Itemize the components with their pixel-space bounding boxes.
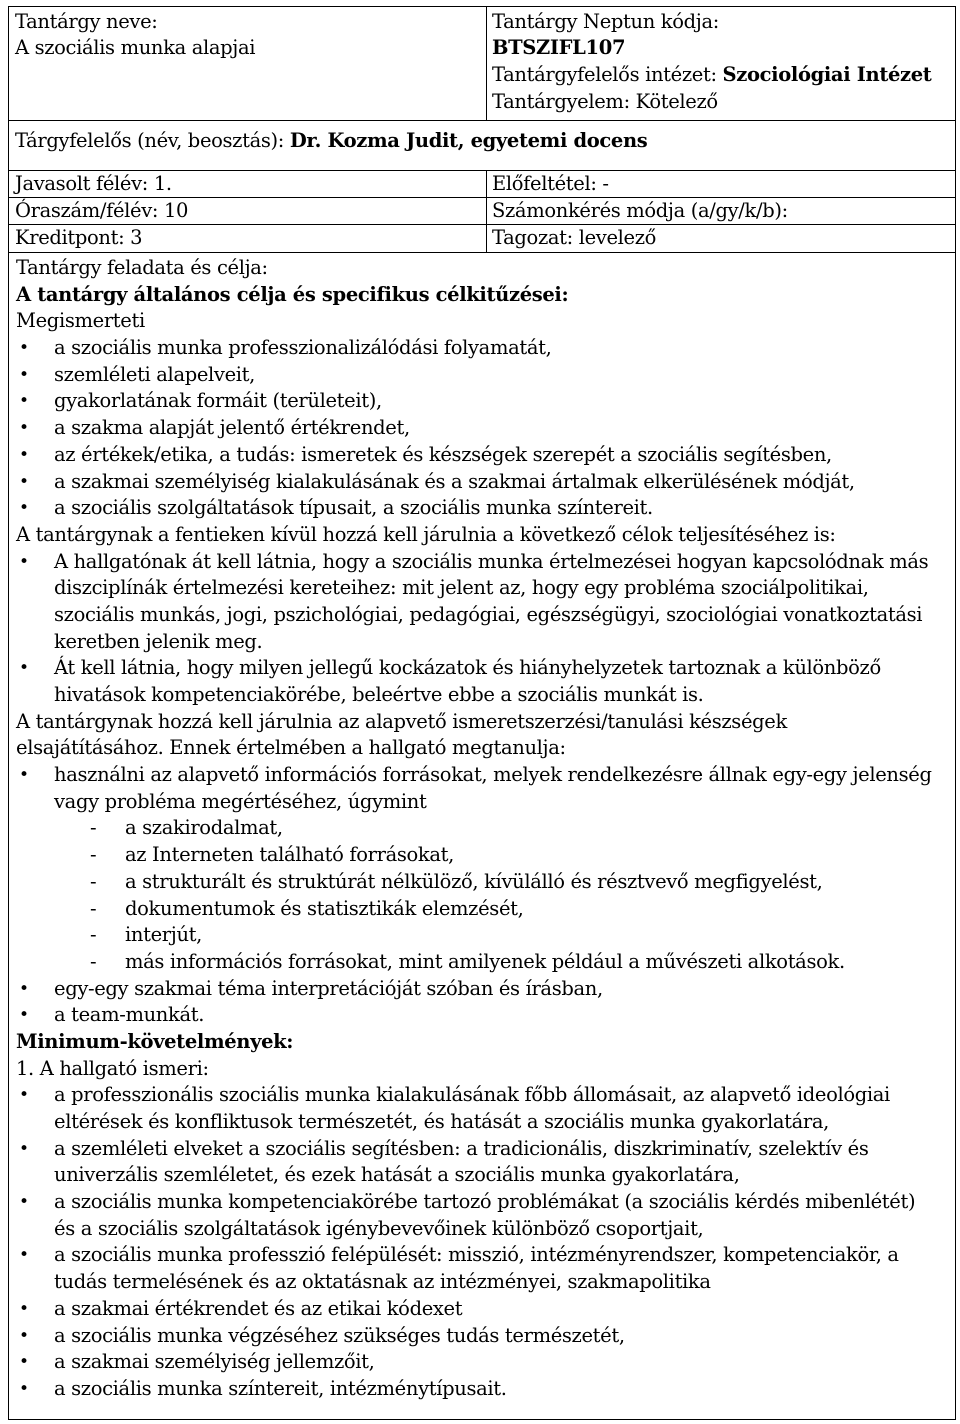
- element-value: Kötelező: [635, 90, 718, 113]
- semester: Javasolt félév: 1.: [15, 172, 172, 195]
- dash-item: - interjút,: [16, 922, 950, 949]
- list-item-continuation: keretben jelenik meg.: [54, 629, 263, 653]
- dash-item: - más információs forrásokat, mint amilyenek például a művészeti alkotások.: [16, 949, 950, 976]
- list-item-continuation: és a szociális szolgáltatások igénybevevőinek különböző csoportjait,: [54, 1216, 704, 1240]
- list-item: • a szakmai személyiség jellemzőit,: [16, 1349, 950, 1376]
- list-item: • a szakmai személyiség kialakulásának és a szakmai ártalmak elkerülésének módját,: [16, 469, 950, 496]
- list-item: • a szociális szolgáltatások típusait, a szociális munka színtereit.: [16, 495, 950, 522]
- list-item: • egy-egy szakmai téma interpretációját szóban és írásban,: [16, 976, 950, 1003]
- list-item: • A hallgatónak át kell látnia, hogy a szociális munka értelmezései hogyan kapcsolódnak más: [16, 549, 950, 576]
- list-item: • gyakorlatának formáit (területeit),: [16, 388, 950, 415]
- list-item: • a szociális munka professzió felépülését: misszió, intézményrendszer, kompetenciakör, a: [16, 1242, 950, 1269]
- list-item: • az értékek/etika, a tudás: ismeretek és készségek szerepét a szociális segítésben,: [16, 442, 950, 469]
- dash-item: - a strukturált és struktúrát nélkülöző, kívülálló és résztvevő megfigyelést,: [16, 869, 950, 896]
- study-mode: Tagozat: levelező: [492, 226, 657, 249]
- neptun-code: BTSZIFL107: [492, 36, 626, 59]
- subject-name: A szociális munka alapjai: [15, 36, 256, 59]
- list-item-continuation: diszciplínák értelmezési kereteihez: mit jelent az, hogy egy probléma szociálpolitikai,: [54, 576, 869, 600]
- list-item: • a professzionális szociális munka kialakulásának főbb állomásait, az alapvető ideológiai: [16, 1082, 950, 1109]
- paragraph: A tantárgynak hozzá kell járulnia az alapvető ismeretszerzési/tanulási készségek: [16, 709, 787, 733]
- institute-line: [492, 62, 931, 89]
- info-divider: [486, 171, 487, 253]
- hours: Óraszám/félév: 10: [15, 199, 189, 222]
- dash-item: - a szakirodalmat,: [16, 815, 950, 842]
- goals-intro: Megismerteti: [16, 309, 145, 333]
- goals-heading: A tantárgy általános célja és specifikus célkitűzései:: [16, 282, 569, 306]
- subject-name-label: Tantárgy neve:: [15, 10, 158, 33]
- dash-item: - az Interneten található forrásokat,: [16, 842, 950, 869]
- list-item: • a szakma alapját jelentő értékrendet,: [16, 415, 950, 442]
- list-item: • a szociális munka végzéséhez szükséges tudás természetét,: [16, 1323, 950, 1350]
- list-item-continuation: szociális munkás, jogi, pszichológiai, pedagógiai, egészségügyi, szociológiai vonatkoztatási: [54, 602, 923, 626]
- list-item-continuation: univerzális szemléletet, és ezek hatását a szociális munka gyakorlatára,: [54, 1163, 740, 1187]
- responsible-label: Tárgyfelelős (név, beosztás):: [15, 129, 285, 152]
- list-item: • szemléleti alapelveit,: [16, 362, 950, 389]
- dash-item: - dokumentumok és statisztikák elemzését,: [16, 896, 950, 923]
- paragraph: elsajátításához. Ennek értelmében a hallgató megtanulja:: [16, 736, 566, 760]
- min-intro: 1. A hallgató ismeri:: [16, 1056, 209, 1080]
- credits: Kreditpont: 3: [15, 226, 143, 249]
- neptun-label: Tantárgy Neptun kódja:: [492, 10, 719, 33]
- list-item-continuation: eltérések és konfliktusok természetét, és hatását a szociális munka gyakorlatára,: [54, 1110, 829, 1133]
- list-item: • a szociális munka színtereit, intézménytípusait.: [16, 1376, 950, 1403]
- prerequisite: Előfeltétel: -: [492, 172, 609, 195]
- header-divider: [486, 7, 487, 121]
- min-requirements-heading: Minimum-követelmények:: [16, 1029, 294, 1053]
- list-item: • Át kell látnia, hogy milyen jellegű kockázatok és hiányhelyzetek tartoznak a különböző: [16, 655, 950, 682]
- list-item-continuation: vagy probléma megértéséhez, úgymint: [54, 789, 427, 813]
- list-item: • a szemléleti elveket a szociális segítésben: a tradicionális, diszkriminatív, szelektív és: [16, 1136, 950, 1163]
- info-row-3: [9, 225, 955, 253]
- course-description: [16, 255, 950, 1403]
- exam-method: Számonkérés módja (a/gy/k/b):: [492, 199, 788, 222]
- element-label: Tantárgyelem:: [492, 90, 630, 113]
- list-item-continuation: tudás termelésének és az oktatásnak az intézményei, szakmapolitika: [54, 1270, 711, 1294]
- list-item: • a szociális munka professzionalizálódási folyamatát,: [16, 335, 950, 362]
- task-label: Tantárgy feladata és célja:: [16, 256, 268, 279]
- list-item: • a szociális munka kompetenciakörébe tartozó problémákat (a szociális kérdés mibenlétét): [16, 1189, 950, 1216]
- responsible-line: [15, 128, 647, 155]
- list-item-continuation: hivatások kompetenciakörébe, beleértve ebbe a szociális munkát is.: [54, 683, 704, 706]
- institute-value: Szociológiai Intézet: [722, 63, 932, 86]
- list-item: • a team-munkát.: [16, 1002, 950, 1029]
- paragraph: A tantárgynak a fentieken kívül hozzá kell járulnia a következő célok teljesítéséhez is:: [16, 522, 836, 546]
- responsible-value: Dr. Kozma Judit, egyetemi docens: [289, 129, 648, 152]
- element-line: [492, 89, 718, 116]
- institute-label: Tantárgyfelelős intézet:: [492, 63, 717, 86]
- course-sheet: [8, 6, 956, 1420]
- list-item: • a szakmai értékrendet és az etikai kódexet: [16, 1296, 950, 1323]
- list-item: • használni az alapvető információs forrásokat, melyek rendelkezésre állnak egy-egy jelenség: [16, 762, 950, 789]
